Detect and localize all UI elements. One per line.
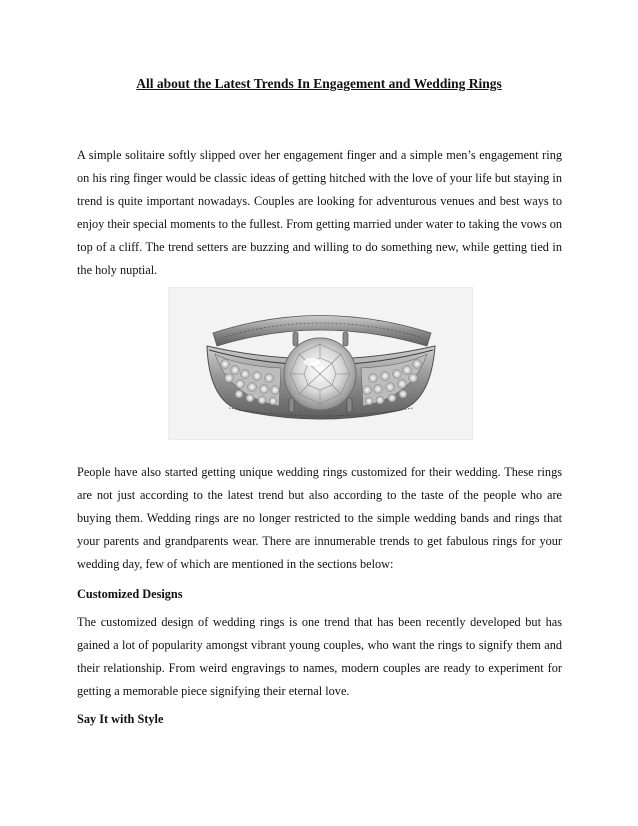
diamond-ring-illustration [169,288,472,439]
document-title: All about the Latest Trends In Engagement and Wedding Rings [136,76,502,91]
section-heading-say-it-with-style: Say It with Style [77,712,164,726]
ring-image [168,287,473,440]
intro-paragraph: A simple solitaire softly slipped over her engagement finger and a simple men’s engagement ring on his ring finger would be classic ideas of getting hitched with the love of your life but staying in trend is quite important nowadays. Couples are looking for adventurous venues and best ways to enjoy their special moments to the fullest. From getting married under water to taking the vows on top of a cliff. The trend setters are buzzing and willing to do something new, while getting tied in the holy nuptial. [77,148,562,277]
trends-paragraph: People have also started getting unique wedding rings customized for their wedding. These rings are not just according to the latest trend but also according to the taste of the people who are buying them. Wedding rings are no longer restricted to the simple wedding bands and rings that your parents and grandparents wear. There are innumerable trends to get fabulous rings for your wedding day, few of which are mentioned in the sections below: [77,465,562,571]
customized-designs-paragraph: The customized design of wedding rings is one trend that has been recently developed but has gained a lot of popularity amongst vibrant young couples, who want the rings to signify them and their relationship. From weird engravings to names, modern couples are ready to experiment for getting a memorable piece signifying their eternal love. [77,615,562,698]
section-heading-customized-designs: Customized Designs [77,587,183,601]
